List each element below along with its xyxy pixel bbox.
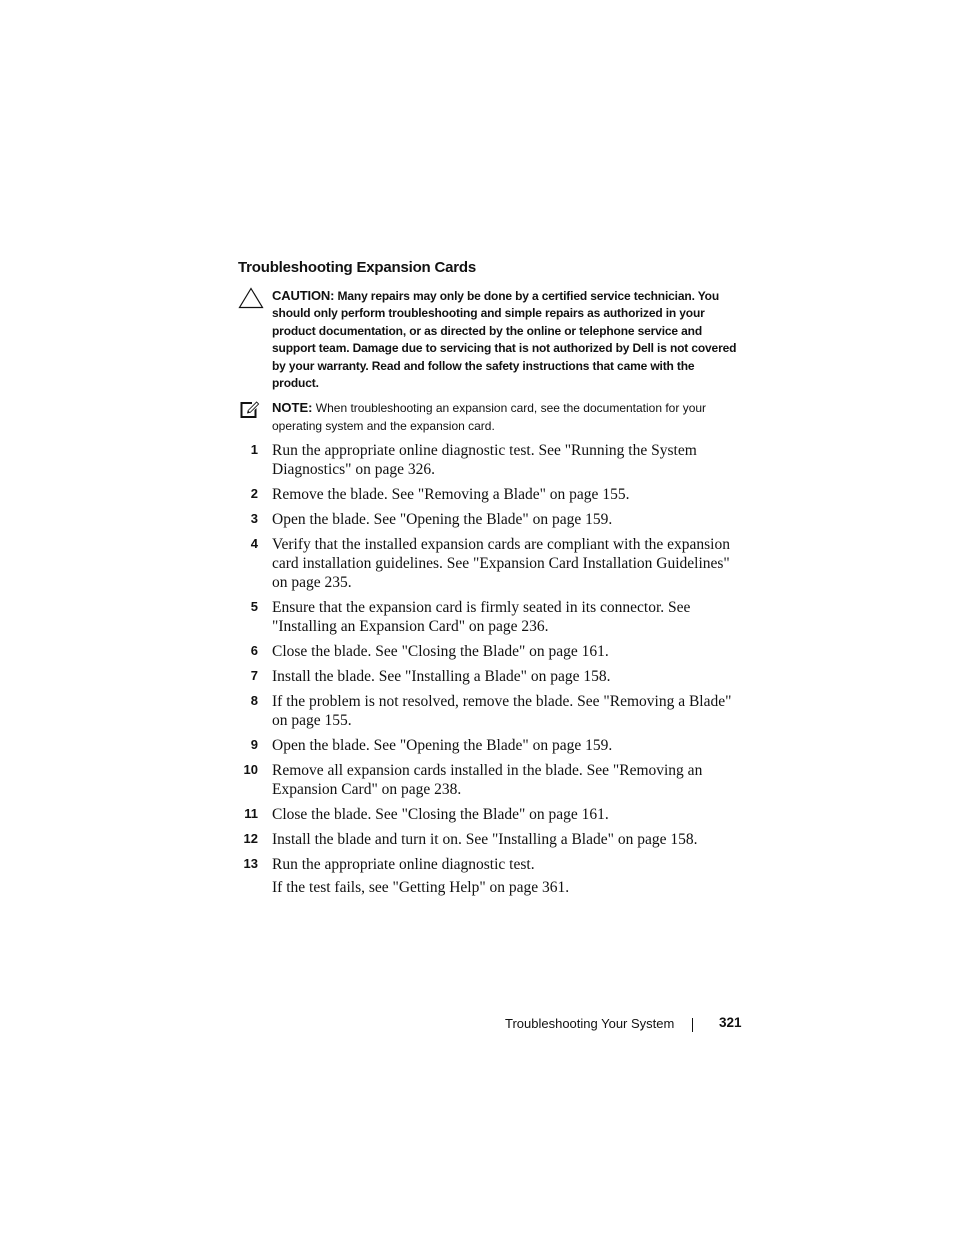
step-item <box>238 736 738 755</box>
step-number: 12 <box>243 831 258 846</box>
page-number: 321 <box>719 1015 742 1030</box>
step-number: 6 <box>250 643 258 658</box>
step-item <box>238 667 738 686</box>
step-text: Close the blade. See "Closing the Blade" on page 161. <box>272 643 609 660</box>
step-text: Remove all expansion cards installed in the blade. See "Removing an Expansion Card" on page 238. <box>272 762 703 798</box>
step-number: 9 <box>250 737 258 752</box>
caution-callout <box>238 287 738 392</box>
note-text: When troubleshooting an expansion card, see the documentation for your operating system and the expansion card. <box>272 401 707 433</box>
caution-body <box>272 287 738 392</box>
footer-divider <box>692 1018 693 1032</box>
step-item <box>238 805 738 824</box>
step-item <box>238 692 738 730</box>
note-label: NOTE: <box>272 400 313 415</box>
step-number: 3 <box>250 511 258 526</box>
step-text: Install the blade and turn it on. See "Installing a Blade" on page 158. <box>272 831 698 848</box>
caution-triangle-icon <box>238 287 264 309</box>
step-text: If the problem is not resolved, remove the blade. See "Removing a Blade" on page 155. <box>272 693 732 729</box>
caution-label: CAUTION: <box>272 288 335 303</box>
step-item <box>238 510 738 529</box>
section-heading: Troubleshooting Expansion Cards <box>238 259 476 276</box>
step-number: 7 <box>250 668 258 683</box>
caution-text: Many repairs may only be done by a certified service technician. You should only perform troubleshooting and simple repairs as authorized in your product documentation, or as directed by the online or telephone service and support team. Damage due to servicing that is not authorized by Dell is not covered by your warranty. Read and follow the safety instructions that came with the product. <box>272 289 737 391</box>
step-item <box>238 642 738 661</box>
note-body <box>272 399 738 435</box>
step-number: 10 <box>243 762 258 777</box>
step-number: 5 <box>250 599 258 614</box>
step-text: Ensure that the expansion card is firmly seated in its connector. See "Installing an Expansion Card" on page 236. <box>272 599 691 635</box>
step-item <box>238 830 738 849</box>
step-text: Open the blade. See "Opening the Blade" on page 159. <box>272 511 613 528</box>
step-text: Open the blade. See "Opening the Blade" on page 159. <box>272 737 613 754</box>
step-item <box>238 598 738 636</box>
step-item <box>238 485 738 504</box>
procedure-steps <box>238 441 738 880</box>
step-number: 1 <box>250 442 258 457</box>
step-number: 11 <box>244 806 258 821</box>
step-number: 13 <box>243 856 258 871</box>
step-item <box>238 855 738 874</box>
step-text: Verify that the installed expansion cards are compliant with the expansion card installation guidelines. See "Expansion Card Installation Guidelines" on page 235. <box>272 536 730 591</box>
note-callout <box>238 399 738 435</box>
step-item <box>238 535 738 592</box>
step-number: 8 <box>250 693 258 708</box>
step-text: Run the appropriate online diagnostic test. <box>272 856 535 873</box>
step-item <box>238 761 738 799</box>
step-text: Install the blade. See "Installing a Blade" on page 158. <box>272 668 611 685</box>
step-number: 2 <box>250 486 258 501</box>
step-text: Close the blade. See "Closing the Blade" on page 161. <box>272 806 609 823</box>
step-text: Remove the blade. See "Removing a Blade" on page 155. <box>272 486 630 503</box>
step-number: 4 <box>250 536 258 551</box>
note-pencil-icon <box>238 399 264 421</box>
footer-section-title: Troubleshooting Your System <box>505 1016 675 1031</box>
followup-text: If the test fails, see "Getting Help" on page 361. <box>272 879 570 896</box>
step-text: Run the appropriate online diagnostic test. See "Running the System Diagnostics" on page 326. <box>272 442 697 478</box>
step-item <box>238 441 738 479</box>
